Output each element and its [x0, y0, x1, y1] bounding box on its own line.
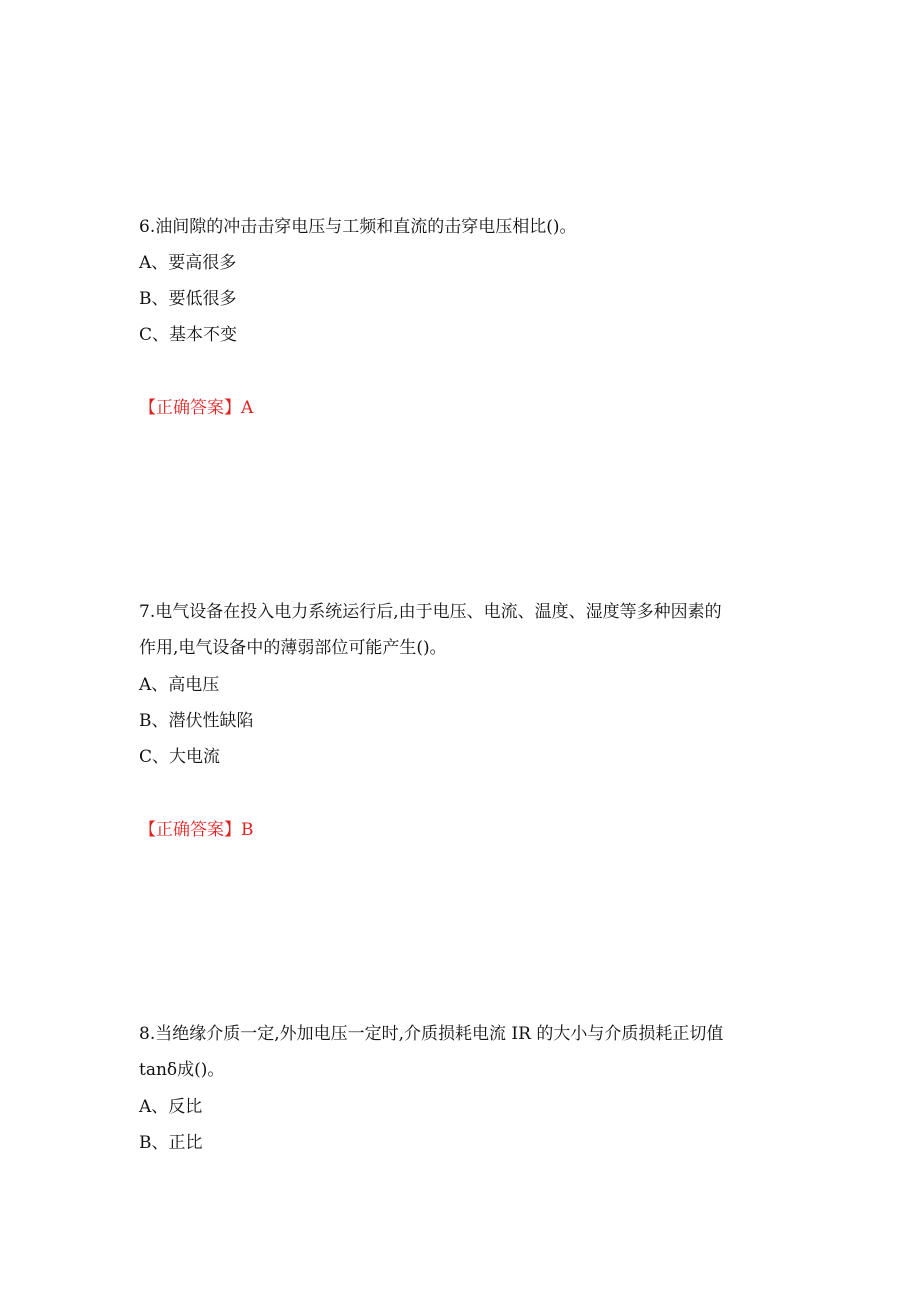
question-8-option-a: A、反比 [139, 1097, 203, 1117]
question-7-stem-line-1: 7.电气设备在投入电力系统运行后,由于电压、电流、温度、湿度等多种因素的 [139, 602, 722, 622]
question-6-option-a: A、要高很多 [139, 253, 237, 273]
question-7-answer: 【正确答案】B [139, 820, 254, 840]
question-7-option-b: B、潜伏性缺陷 [139, 711, 254, 731]
question-8-stem-line-2: tanδ成()。 [139, 1060, 225, 1080]
question-6-stem: 6.油间隙的冲击击穿电压与工频和直流的击穿电压相比()。 [139, 217, 577, 237]
question-6-option-c: C、基本不变 [139, 325, 238, 345]
question-8-option-b: B、正比 [139, 1133, 203, 1153]
question-7-stem-line-2: 作用,电气设备中的薄弱部位可能产生()。 [139, 638, 447, 658]
question-6-option-b: B、要低很多 [139, 289, 237, 309]
question-7-option-c: C、大电流 [139, 747, 221, 767]
question-6-answer: 【正确答案】A [139, 398, 254, 418]
question-8-stem-line-1: 8.当绝缘介质一定,外加电压一定时,介质损耗电流 IR 的大小与介质损耗正切值 [139, 1024, 724, 1044]
question-7-option-a: A、高电压 [139, 675, 220, 695]
